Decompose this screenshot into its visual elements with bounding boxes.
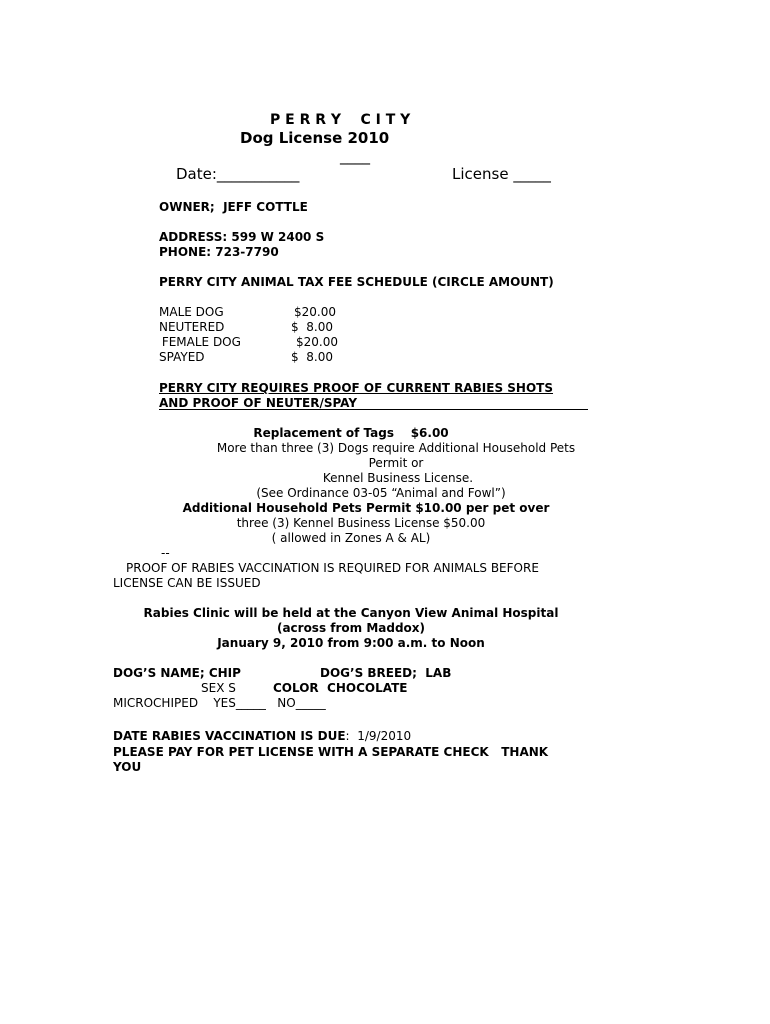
- clinic-location: Rabies Clinic will be held at the Canyon View Animal Hospital: [143, 606, 559, 620]
- rabies-due-label: DATE RABIES VACCINATION IS DUE: [113, 729, 346, 743]
- fee-label-spayed: SPAYED: [159, 350, 205, 364]
- rabies-due-colon: :: [345, 729, 350, 743]
- dog-sex-line: SEX S: [201, 681, 236, 695]
- fee-label-neutered: NEUTERED: [159, 320, 225, 334]
- city-heading: P E R R Y C I T Y: [270, 112, 411, 128]
- permit-or: Permit or: [368, 456, 424, 470]
- rabies-notice-line-2: LICENSE CAN BE ISSUED: [113, 576, 261, 590]
- clinic-date: January 9, 2010 from 9:00 a.m. to Noon: [217, 636, 485, 650]
- rabies-due-date: 1/9/2010: [357, 729, 412, 743]
- requirements-line-1: PERRY CITY REQUIRES PROOF OF CURRENT RABIES SHOTS: [159, 381, 554, 395]
- fee-amount-male-dog: $20.00: [294, 305, 336, 319]
- fee-label-male-dog: MALE DOG: [159, 305, 224, 319]
- dog-name-line: DOG’S NAME; CHIP: [113, 666, 241, 680]
- fee-amount-female-dog: $20.00: [296, 335, 338, 349]
- license-number-field: License _____: [452, 165, 551, 183]
- fee-schedule-heading: PERRY CITY ANIMAL TAX FEE SCHEDULE (CIRCLE AMOUNT): [159, 275, 554, 289]
- kennel-business-license: Kennel Business License.: [322, 471, 474, 485]
- fee-amount-spayed: $ 8.00: [291, 350, 333, 364]
- pay-instructions-line-2: YOU: [113, 760, 142, 774]
- license-year-title: Dog License 2010: [240, 129, 390, 147]
- phone-line: PHONE: 723-7790: [159, 245, 279, 259]
- fee-amount-neutered: $ 8.00: [291, 320, 333, 334]
- separator-dashes: --: [161, 546, 170, 560]
- pay-instructions-line-1: PLEASE PAY FOR PET LICENSE WITH A SEPARATE CHECK THANK: [113, 745, 549, 759]
- microchip-line: MICROCHIPED YES_____ NO_____: [113, 696, 326, 710]
- clinic-landmark: (across from Maddox): [276, 621, 426, 635]
- more-than-three-dogs: More than three (3) Dogs require Additional Household Pets: [216, 441, 576, 455]
- dog-breed-line: DOG’S BREED; LAB: [320, 666, 452, 680]
- requirements-line-2: AND PROOF OF NEUTER/SPAY: [159, 396, 358, 410]
- dog-color-line: COLOR CHOCOLATE: [273, 681, 408, 695]
- title-underline: ____: [340, 147, 370, 165]
- address-line: ADDRESS: 599 W 2400 S: [159, 230, 325, 244]
- additional-pets-permit: Additional Household Pets Permit $10.00 per pet over: [182, 501, 550, 515]
- replacement-tags-fee: Replacement of Tags $6.00: [253, 426, 449, 440]
- requirements-underline: [159, 409, 588, 410]
- owner-line: OWNER; JEFF COTTLE: [159, 200, 308, 214]
- ordinance-reference: (See Ordinance 03-05 “Animal and Fowl”): [256, 486, 506, 500]
- date-field: Date:___________: [176, 165, 300, 183]
- allowed-zones: ( allowed in Zones A & AL): [271, 531, 431, 545]
- fee-label-female-dog: FEMALE DOG: [158, 335, 241, 349]
- rabies-notice-line-1: PROOF OF RABIES VACCINATION IS REQUIRED FOR ANIMALS BEFORE: [126, 561, 539, 575]
- kennel-license-fee: three (3) Kennel Business License $50.00: [236, 516, 486, 530]
- rabies-due-line: [113, 729, 411, 744]
